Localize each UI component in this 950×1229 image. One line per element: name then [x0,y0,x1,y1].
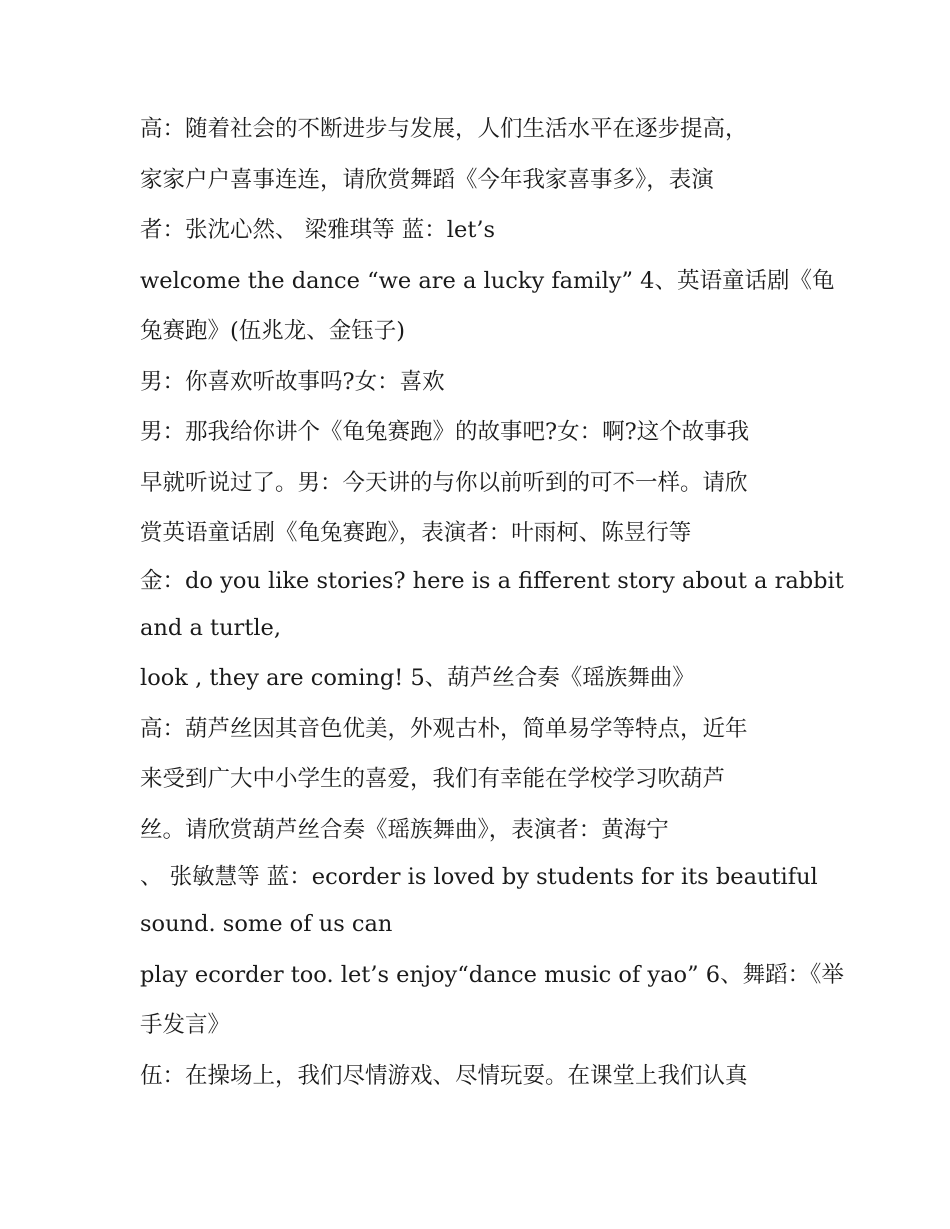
text-line: and a turtle, [140,614,282,641]
text-line: 来受到广大中小学生的喜爱，我们有幸能在学校学习吹葫芦 [140,766,726,792]
text-line: 高：葫芦丝因其音色优美，外观古朴，简单易学等特点，近年 [140,715,748,742]
text-line: 男：你喜欢听故事吗?女：喜欢 [140,368,445,395]
document-body [140,104,844,1101]
text-line: 男：那我给你讲个《龟兔赛跑》的故事吧?女：啊?这个故事我 [140,419,750,445]
text-line: 金：do you like stories? here is a fifferent story about a rabbit [140,567,844,594]
text-line: 、 张敏慧等 蓝：ecorder is loved by students for its beautiful [140,864,818,890]
text-line: 兔赛跑》(伍兆龙、金钰子) [140,318,406,344]
text-line: 高：随着社会的不断进步与发展，人们生活水平在逐步提高， [140,116,748,142]
text-line: sound. some of us can [140,911,393,937]
text-line: 家家户户喜事连连，请欣赏舞蹈《今年我家喜事多》，表演 [140,166,714,193]
text-line: 伍：在操场上，我们尽情游戏、尽情玩耍。在课堂上我们认真 [140,1062,748,1089]
text-line: 者：张沈心然、 梁雅琪等 蓝：let’s [140,217,496,243]
text-line: look , they are coming! 5、葫芦丝合奏《瑶族舞曲》 [140,665,695,691]
text-line: 早就听说过了。男：今天讲的与你以前听到的可不一样。请欣 [140,469,748,496]
text-line: welcome the dance “we are a lucky family” 4、英语童话剧《龟 [140,267,835,294]
text-line: play ecorder too. let’s enjoy“dance music of yao” 6、舞蹈：《举 [140,961,844,988]
text-line: 手发言》 [140,1012,231,1038]
text-line: 赏英语童话剧《龟兔赛跑》，表演者：叶雨柯、陈昱行等 [140,520,692,546]
text-line: 丝。请欣赏葫芦丝合奏《瑶族舞曲》，表演者：黄海宁 [140,816,669,843]
